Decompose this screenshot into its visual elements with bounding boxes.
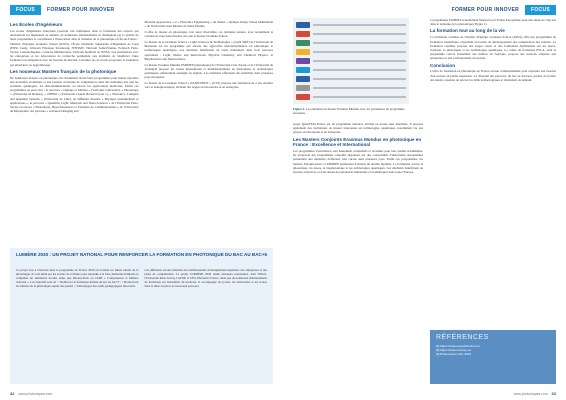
logo-row (296, 93, 406, 100)
logo-row (296, 84, 406, 91)
logo-text-bar (313, 87, 406, 89)
left-footer (10, 391, 52, 396)
logo-text-bar (313, 24, 406, 26)
logo-text-bar (313, 51, 406, 53)
logo-row (296, 57, 406, 64)
logo-row (296, 30, 406, 37)
logo-mark (296, 76, 310, 82)
logo-mark (296, 49, 310, 55)
site-link[interactable]: www.photoniques.com (513, 391, 548, 396)
logo-mark (296, 31, 310, 37)
figure-caption (293, 107, 409, 115)
logo-text-bar (313, 33, 406, 35)
paragraph: Material Appearance » et « Photonics Engineering » du master « Optique Image Vision Multimédia » de l'Université Jean Monnet de Saint-Étienne. (144, 20, 273, 29)
reference-item[interactable]: [2] https://www.emimep.eu (436, 348, 472, 352)
logo-mark (296, 22, 310, 28)
heading-masters: Les nouveaux Masters français de la photonique (10, 68, 117, 74)
right-footer (514, 391, 556, 396)
logo-mark (296, 67, 310, 73)
paragraph: L'offre de master en photonique s'est aussi diversifiée, ces dernières années, avec notamment la création de nouveaux masters tels que le master Graduate School. (144, 30, 273, 39)
page-number: 33 (551, 391, 556, 396)
logo-mark (296, 94, 310, 100)
references-box (430, 330, 556, 384)
reference-item: [3] Photoniques 122, 2023 (436, 352, 472, 356)
right-column-2 (430, 18, 556, 84)
logo-mark (296, 58, 310, 64)
logo-row (296, 48, 406, 55)
paragraph: Ce projet vise à s'inscrire dans le programme de France 2030 en formant les futurs talents de la photonique. Il a été initié par les acteurs de la filière pour répondre à la forte demande d'emplois et compléter les initiatives locales telles que Photon-Pack ou l'AMI « Compétences et Métiers d'Avenir ». Les objectifs sont de : • Renforcer la formation initiale du bac au bac+5 ; • Promouvoir les métiers de la photonique auprès des jeunes ; • Développer des outils pédagogiques innovants. (16, 268, 139, 289)
logo-text-bar (313, 96, 406, 98)
logo-mark (296, 40, 310, 46)
paragraph: Les écoles d'ingénieurs françaises (souvent très impliquées dans la formation des experts qui deviendront les ingénieurs de demain, de nombreux établissements se distinguent par la qualité de leurs programmes et contribuent à l'innovation dans le domaine de la photonique en Île-de-France : l'Institut d'Optique Graduate School (IOGS), l'École Nationale Supérieure d'Ingénieurs de Caen (ENSI Caen), Télécom Physique Strasbourg, l'ENSMT, Télécom Saint-Étienne, Polytech Paris-Saclay, CentraleSupélec, Centrale Méditerranée, Télécom SudParis ou l'INSA. Les partenariats avec les entreprises et les laboratoires de recherche permettent aux étudiants de bénéficier d'une formation en adéquation avec les besoins du marché. Certaines de ces écoles proposent la formation par alternance ou apprentissage. (10, 28, 139, 67)
logo-row (296, 21, 406, 28)
box-columns (16, 268, 267, 290)
heading-formation-continue: La formation tout au long de la vie (430, 28, 505, 34)
box-title: LUMIÈRE 2030 : UN PROJET NATIONAL POUR RENFORCER LA FORMATION EN PHOTONIQUE DU BAC AU BAC+5 (16, 252, 268, 257)
page-number: 32 (10, 391, 15, 396)
logo-text-bar (313, 78, 406, 80)
paragraph: Le master Erasmus Mundus EMIMEP (photonique) de l'Université Côte d'Azur et de l'Université de Jyväskylä propose un cursus international et multidisciplinaire en photonique et technologies quantiques, entièrement enseigné en anglais. Les étudiants effectuent des mobilités dans plusieurs pays européens. (144, 62, 273, 80)
paragraph: La formation continue de l'Institut d'Optique Graduate School (IOGS) offre des programmes de formation scientifique, répondant au besoin de développement des compétences des salariés. La formation continue propose des stages courts et des formations diplômantes sur les lasers, l'optique, la photonique et les technologies quantiques. Le centre de formation PYLA, dont le programme couvre l'ensemble des métiers de l'optique, propose des sessions adaptées aux entreprises et aux professionnels du secteur. (430, 35, 556, 61)
logo-text-bar (313, 60, 406, 62)
logo-row (296, 39, 406, 46)
heading-erasmus: Les Masters Conjoints Erasmus Mundus en photonique en France : Excellence et International (293, 136, 422, 148)
paragraph: Le master de la Graduate School « Light Sciences & Technologies » (Light S&T) de l'Université de Bordeaux est un programme qui aborde des approches interdisciplinaires en photonique et technologies quantiques. Les étudiants bénéficient de cours mutualisés dans trois parcours spécialisés : Light, Matter and Interactions, Physical Chemistry and Chemical Physics, et Biophotonics and Neuroscience. (144, 40, 273, 61)
focus-tag: FOCUS (10, 5, 41, 15)
logo-row (296, 75, 406, 82)
caption-text: Les étudiants du master Erasmus Mundus avec les partenaires du programme européen. (293, 107, 405, 115)
box-column-1 (16, 268, 139, 290)
logo-text-bar (313, 42, 406, 44)
right-header (446, 3, 556, 17)
right-column-1 (293, 122, 423, 176)
caption-lead: Figure 1. (293, 107, 306, 111)
section-title: FORMER POUR INNOVER (47, 7, 115, 13)
heading-conclusion: Conclusion (430, 62, 456, 68)
paragraph: projet QuanTEdu-France est un programme national, décliné en douze sites labellisés. Il propose également des formations de master innovantes en technologies quantiques, notamment via des projets en laboratoire et en entreprise. (293, 122, 423, 135)
reference-item[interactable]: [1] https://www.europhotonics.eu (436, 344, 480, 348)
paragraph: Le master de la Graduate School « NANO-PHOT » (UTT) propose une formation de 2 ans orientée vers la nanophotonique, incluant des stages en laboratoire et en entreprise. (144, 81, 273, 90)
partner-logos-image (293, 18, 409, 104)
paragraph: Ces différents acteurs fédèrent des établissements d'enseignement supérieur, des entreprises et des pôles de compétitivité. Le projet LUMIÈRE 2030 réunit plusieurs partenaires, dont l'IOGS, l'Université Paris-Saclay, l'AFOP, la SFO, Photonics France, ainsi que de nombreux établissements de formation sur l'ensemble du territoire. Il accompagne les lycées, les universités et les écoles dans la mise en place de nouveaux parcours. (144, 268, 267, 289)
left-column-2 (145, 20, 274, 115)
focus-tag: FOCUS (525, 5, 556, 15)
left-columns (10, 20, 273, 115)
right-page (283, 0, 566, 400)
paragraph: De nombreux masters en photonique ont récemment révisé leurs programmes pour mieux répondre aux nouvelles évolutions et aux besoins croissants de compétences dans des domaines tels que les systèmes quantiques, les télécommunications ou encore les applications médicales. Parmi ces programmes on peut citer : le parcours « Optique et Matière » (Sorbonne Université), « Photonique » (Université de Rennes), « OPHIO » (Université Claude Bernard Lyon 1), « Photonics, Complex and Quantum Systems » (Université de Lille), de différents masters « Physique fondamentale et applications », le parcours « Quantum, Light, Materials and Nano-Sciences » de l'Université Paris-Saclay ou encore « Photonique, Hyperfréquences et Systèmes de Communications » de l'Université de Montpellier. Au parcours « Advanced Imaging and (10, 75, 139, 114)
section-title: FORMER POUR INNOVER (451, 7, 519, 13)
references-title: RÉFÉRENCES (436, 334, 489, 341)
logo-text-bar (313, 69, 406, 71)
paragraph: Ces programmes d'excellence sont hautement compétitifs et reconnus pour leur qualité académique. Ils proposent des programmes conjoints dispensés par des consortiums d'universités européennes permettant aux étudiants d'effectuer leur cursus dans plusieurs pays. Parmi ces programmes, les masters Europhotonics et EMIMEP permettent d'obtenir un double diplôme. La formation couvre la photonique, les lasers, la biophotonique et les technologies quantiques. Les étudiants bénéficient de bourses attractives et d'un réseau de partenaires industriels et académiques dans toute l'Europe. (293, 148, 423, 174)
paragraph: L'offre de formation en photonique en France évolue continuellement pour répondre aux besoins d'un secteur en pleine expansion. La diversité des parcours, du bac au doctorat, permet de former des talents capables de relever les défis technologiques et industriels de demain. (430, 69, 556, 82)
left-header (10, 3, 120, 17)
logo-row (296, 66, 406, 73)
heading-ecoles: Les Écoles d'Ingénieurs (10, 22, 63, 27)
site-link[interactable]: www.photoniques.com (18, 391, 53, 396)
paragraph: à programmes EMIMEP actuellement financés par l'Union Européenne pour une durée de cinq ans dans le domaine de la photonique (Figure 1). (430, 18, 556, 27)
lumiere-2030-box (10, 248, 273, 384)
left-column-1 (10, 20, 139, 115)
logo-mark (296, 85, 310, 91)
box-column-2 (145, 268, 268, 290)
